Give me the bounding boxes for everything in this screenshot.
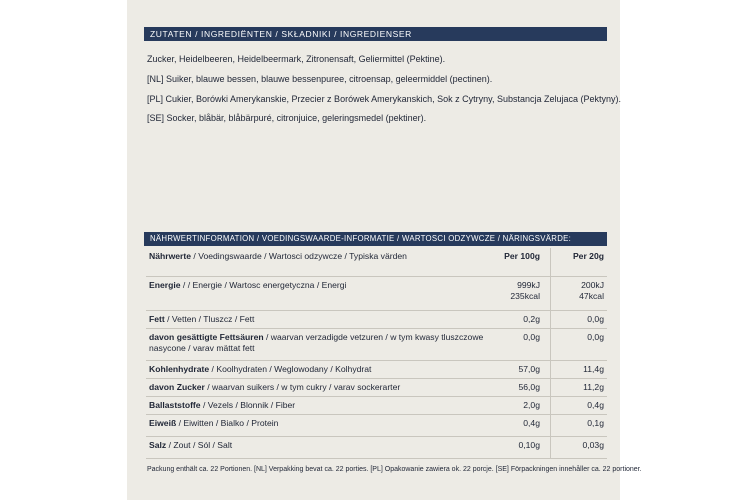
table-row xyxy=(146,360,607,378)
row-per20g: 11,4g xyxy=(551,360,608,378)
row-name: Eiweiß xyxy=(149,417,177,428)
table-row xyxy=(146,436,607,458)
row-desc: / Zout / Sól / Salt xyxy=(166,439,233,450)
nutrition-table xyxy=(146,248,607,459)
row-per100g: 2,0g xyxy=(489,396,551,414)
head-col-per100g: Per 100g xyxy=(489,248,551,276)
row-desc: / waarvan verzadigde vetzuren / w tym kwasy tluszczowe nasycone / varav mättat fett xyxy=(149,331,484,353)
nutrition-header: NÄHRWERTINFORMATION / VOEDINGSWAARDE-INFORMATIE / WARTOSCI ODZYWCZE / NÄRINGSVÄRDE: xyxy=(144,232,607,246)
portions-footnote: Packung enthält ca. 22 Portionen. [NL] Verpakking bevat ca. 22 porties. [PL] Opakowanie zawiera ok. 22 porcje. [SE] Förpackningen innehåller ca. 22 portioner. xyxy=(147,466,642,473)
row-per20g: 0,1g xyxy=(551,414,608,436)
row-name: Fett xyxy=(149,313,165,324)
ingredients-pl: [PL] Cukier, Borówki Amerykanskie, Przecier z Borówek Amerykanskich, Sok z Cytryny, Substancja Zelujaca (Pektyny). xyxy=(147,94,622,104)
row-per100g: 0,0g xyxy=(489,328,551,360)
row-per100g: 56,0g xyxy=(489,378,551,396)
row-per20g: 0,0g xyxy=(551,310,608,328)
head-label-rest: / Voedingswaarde / Wartosci odzywcze / Typiska värden xyxy=(191,251,407,261)
row-name: davon gesättigte Fettsäuren xyxy=(149,331,264,342)
row-per100g: 0,10g xyxy=(489,436,551,458)
row-per20g: 200kJ 47kcal xyxy=(551,276,608,310)
row-desc: / Vetten / Tluszcz / Fett xyxy=(164,313,255,324)
row-desc: / / Energie / Wartosc energetyczna / Energi xyxy=(180,279,347,290)
table-row xyxy=(146,414,607,436)
head-col-per20g: Per 20g xyxy=(551,248,608,276)
row-desc: / Koolhydraten / Weglowodany / Kolhydrat xyxy=(209,363,372,374)
row-per20g: 0,03g xyxy=(551,436,608,458)
row-per20g: 0,0g xyxy=(551,328,608,360)
row-name: Kohlenhydrate xyxy=(149,363,210,374)
row-name: Ballaststoffe xyxy=(149,399,201,410)
table-row xyxy=(146,396,607,414)
row-per100g: 999kJ 235kcal xyxy=(489,276,551,310)
table-row xyxy=(146,310,607,328)
row-per100g: 0,2g xyxy=(489,310,551,328)
row-name: Energie xyxy=(149,279,181,290)
row-per100g: 57,0g xyxy=(489,360,551,378)
ingredients-header: ZUTATEN / INGREDIËNTEN / SKŁADNIKI / INGREDIENSER xyxy=(144,27,607,41)
head-label-bold: Nährwerte xyxy=(149,251,192,261)
ingredients-se: [SE] Socker, blåbär, blåbärpuré, citronjuice, geleringsmedel (pektiner). xyxy=(147,113,427,123)
head-label xyxy=(146,248,489,276)
row-desc: / Vezels / Blonnik / Fiber xyxy=(200,399,296,410)
ingredients-de: Zucker, Heidelbeeren, Heidelbeermark, Zitronensaft, Geliermittel (Pektine). xyxy=(147,54,446,64)
nutrition-head-row xyxy=(146,248,607,276)
row-per20g: 0,4g xyxy=(551,396,608,414)
table-row xyxy=(146,378,607,396)
row-per100g: 0,4g xyxy=(489,414,551,436)
row-name: Salz xyxy=(149,439,167,450)
row-name: davon Zucker xyxy=(149,381,205,392)
table-row xyxy=(146,276,607,310)
row-desc: / waarvan suikers / w tym cukry / varav sockerarter xyxy=(204,381,401,392)
row-per20g: 11,2g xyxy=(551,378,608,396)
table-row xyxy=(146,328,607,360)
row-desc: / Eiwitten / Bialko / Protein xyxy=(176,417,279,428)
ingredients-nl: [NL] Suiker, blauwe bessen, blauwe bessenpuree, citroensap, geleermiddel (pectinen). xyxy=(147,74,493,84)
